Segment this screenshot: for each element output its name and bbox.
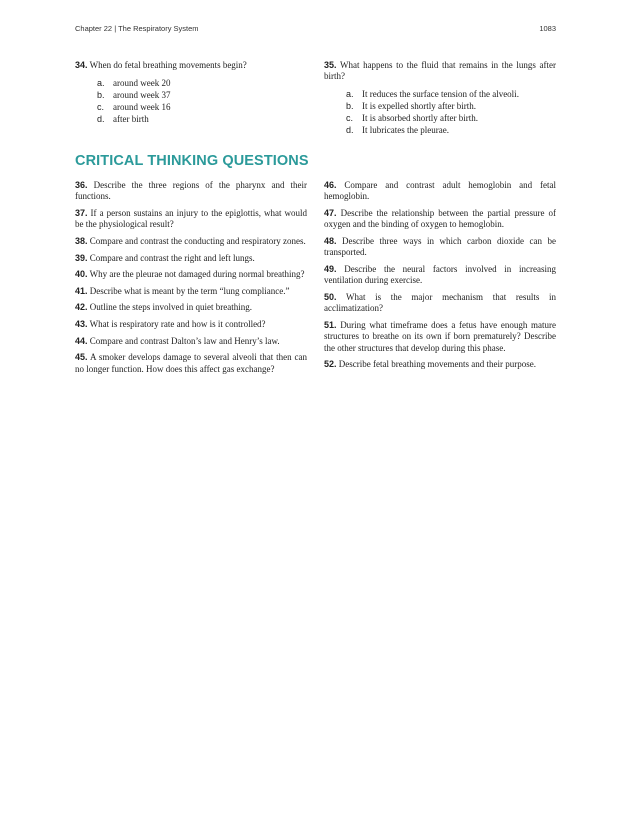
question-text: If a person sustains an injury to the epiglottis, what would be the physiological result? bbox=[75, 208, 308, 230]
question-35 bbox=[324, 60, 556, 136]
option-text: after birth bbox=[113, 113, 149, 124]
critical-question bbox=[324, 236, 556, 259]
answer-option bbox=[324, 88, 556, 100]
question-text: What is respiratory rate and how is it controlled? bbox=[89, 318, 266, 329]
question-number: 37. bbox=[75, 208, 88, 218]
question-number: 43. bbox=[75, 318, 88, 329]
option-letter: c. bbox=[346, 113, 354, 123]
option-text: It is expelled shortly after birth. bbox=[362, 101, 476, 111]
answer-option bbox=[324, 112, 556, 124]
option-letter: a. bbox=[346, 89, 354, 99]
critical-questions-left bbox=[75, 180, 307, 380]
section-title: CRITICAL THINKING QUESTIONS bbox=[75, 153, 309, 169]
question-text: What happens to the fluid that remains in the lungs after birth? bbox=[324, 60, 556, 82]
option-text: around week 37 bbox=[113, 89, 171, 100]
answer-option bbox=[75, 89, 307, 101]
critical-question bbox=[75, 236, 307, 247]
critical-question bbox=[324, 208, 556, 231]
question-text: Describe the relationship between the partial pressure of oxygen and the binding of oxygen to hemoglobin. bbox=[324, 208, 557, 230]
question-number: 42. bbox=[75, 302, 88, 313]
question-number: 48. bbox=[324, 236, 337, 246]
question-text: Why are the pleurae not damaged during normal breathing? bbox=[89, 269, 305, 280]
page-number: 1083 bbox=[539, 24, 556, 33]
answer-options bbox=[75, 77, 307, 125]
option-text: It is absorbed shortly after birth. bbox=[362, 113, 478, 123]
question-number: 39. bbox=[75, 252, 88, 263]
option-letter: c. bbox=[97, 101, 105, 112]
question-number: 35. bbox=[324, 60, 337, 70]
critical-question bbox=[75, 208, 307, 231]
question-34 bbox=[75, 60, 307, 125]
question-text: When do fetal breathing movements begin? bbox=[89, 60, 247, 70]
answer-option bbox=[75, 113, 307, 125]
critical-question bbox=[75, 269, 307, 280]
option-text: It lubricates the pleurae. bbox=[362, 125, 449, 135]
question-text: Compare and contrast adult hemoglobin and fetal hemoglobin. bbox=[324, 180, 557, 202]
answer-option bbox=[324, 100, 556, 112]
critical-question bbox=[75, 302, 307, 313]
question-text: Describe fetal breathing movements and their purpose. bbox=[338, 359, 536, 370]
question-text: Describe the neural factors involved in increasing ventilation during exercise. bbox=[324, 264, 557, 286]
question-text: Compare and contrast the right and left lungs. bbox=[89, 252, 255, 263]
question-text: Compare and contrast Dalton’s law and Henry’s law. bbox=[89, 335, 280, 346]
option-letter: d. bbox=[346, 125, 354, 135]
question-text: Describe three ways in which carbon dioxide can be transported. bbox=[324, 236, 557, 258]
answer-options bbox=[324, 88, 556, 136]
question-number: 52. bbox=[324, 359, 337, 370]
critical-question bbox=[75, 286, 307, 297]
option-text: It reduces the surface tension of the alveoli. bbox=[362, 89, 519, 99]
option-letter: a. bbox=[97, 77, 105, 88]
question-number: 38. bbox=[75, 236, 88, 246]
question-text: During what timeframe does a fetus have enough mature structures to breathe on its own if born prematurely? Describe the other structures that develop during this phase. bbox=[324, 320, 556, 353]
question-number: 44. bbox=[75, 335, 88, 346]
question-number: 45. bbox=[75, 352, 88, 363]
option-text: around week 16 bbox=[113, 101, 171, 112]
answer-option bbox=[75, 101, 307, 113]
question-number: 36. bbox=[75, 180, 88, 190]
question-number: 50. bbox=[324, 292, 337, 302]
critical-question bbox=[75, 319, 307, 330]
answer-option bbox=[324, 124, 556, 136]
critical-questions-right bbox=[324, 180, 556, 376]
question-text: What is the major mechanism that results in acclimatization? bbox=[324, 292, 556, 314]
option-letter: b. bbox=[97, 89, 105, 100]
question-number: 40. bbox=[75, 269, 88, 280]
critical-question bbox=[324, 359, 556, 370]
question-number: 41. bbox=[75, 285, 88, 296]
critical-question bbox=[324, 264, 556, 287]
critical-question bbox=[75, 336, 307, 347]
critical-question bbox=[324, 180, 556, 203]
question-text: Compare and contrast the conducting and respiratory zones. bbox=[89, 236, 306, 246]
question-text: A smoker develops damage to several alveoli that then can no longer function. How does this affect gas exchange? bbox=[75, 352, 307, 374]
question-number: 34. bbox=[75, 60, 88, 70]
question-text: Describe what is meant by the term “lung compliance.” bbox=[89, 285, 290, 296]
question-number: 51. bbox=[324, 320, 337, 330]
critical-question bbox=[75, 253, 307, 264]
option-letter: b. bbox=[346, 101, 354, 111]
question-stem bbox=[324, 60, 556, 83]
option-letter: d. bbox=[97, 113, 105, 124]
option-text: around week 20 bbox=[113, 77, 171, 88]
question-number: 49. bbox=[324, 264, 337, 274]
critical-question bbox=[75, 352, 307, 375]
question-number: 47. bbox=[324, 208, 337, 218]
critical-question bbox=[75, 180, 307, 203]
critical-question bbox=[324, 320, 556, 354]
question-number: 46. bbox=[324, 180, 337, 190]
question-text: Outline the steps involved in quiet breathing. bbox=[89, 302, 252, 313]
critical-question bbox=[324, 292, 556, 315]
chapter-title: Chapter 22 | The Respiratory System bbox=[75, 24, 199, 33]
question-text: Describe the three regions of the pharynx and their functions. bbox=[75, 180, 307, 202]
question-stem bbox=[75, 60, 307, 71]
answer-option bbox=[75, 77, 307, 89]
